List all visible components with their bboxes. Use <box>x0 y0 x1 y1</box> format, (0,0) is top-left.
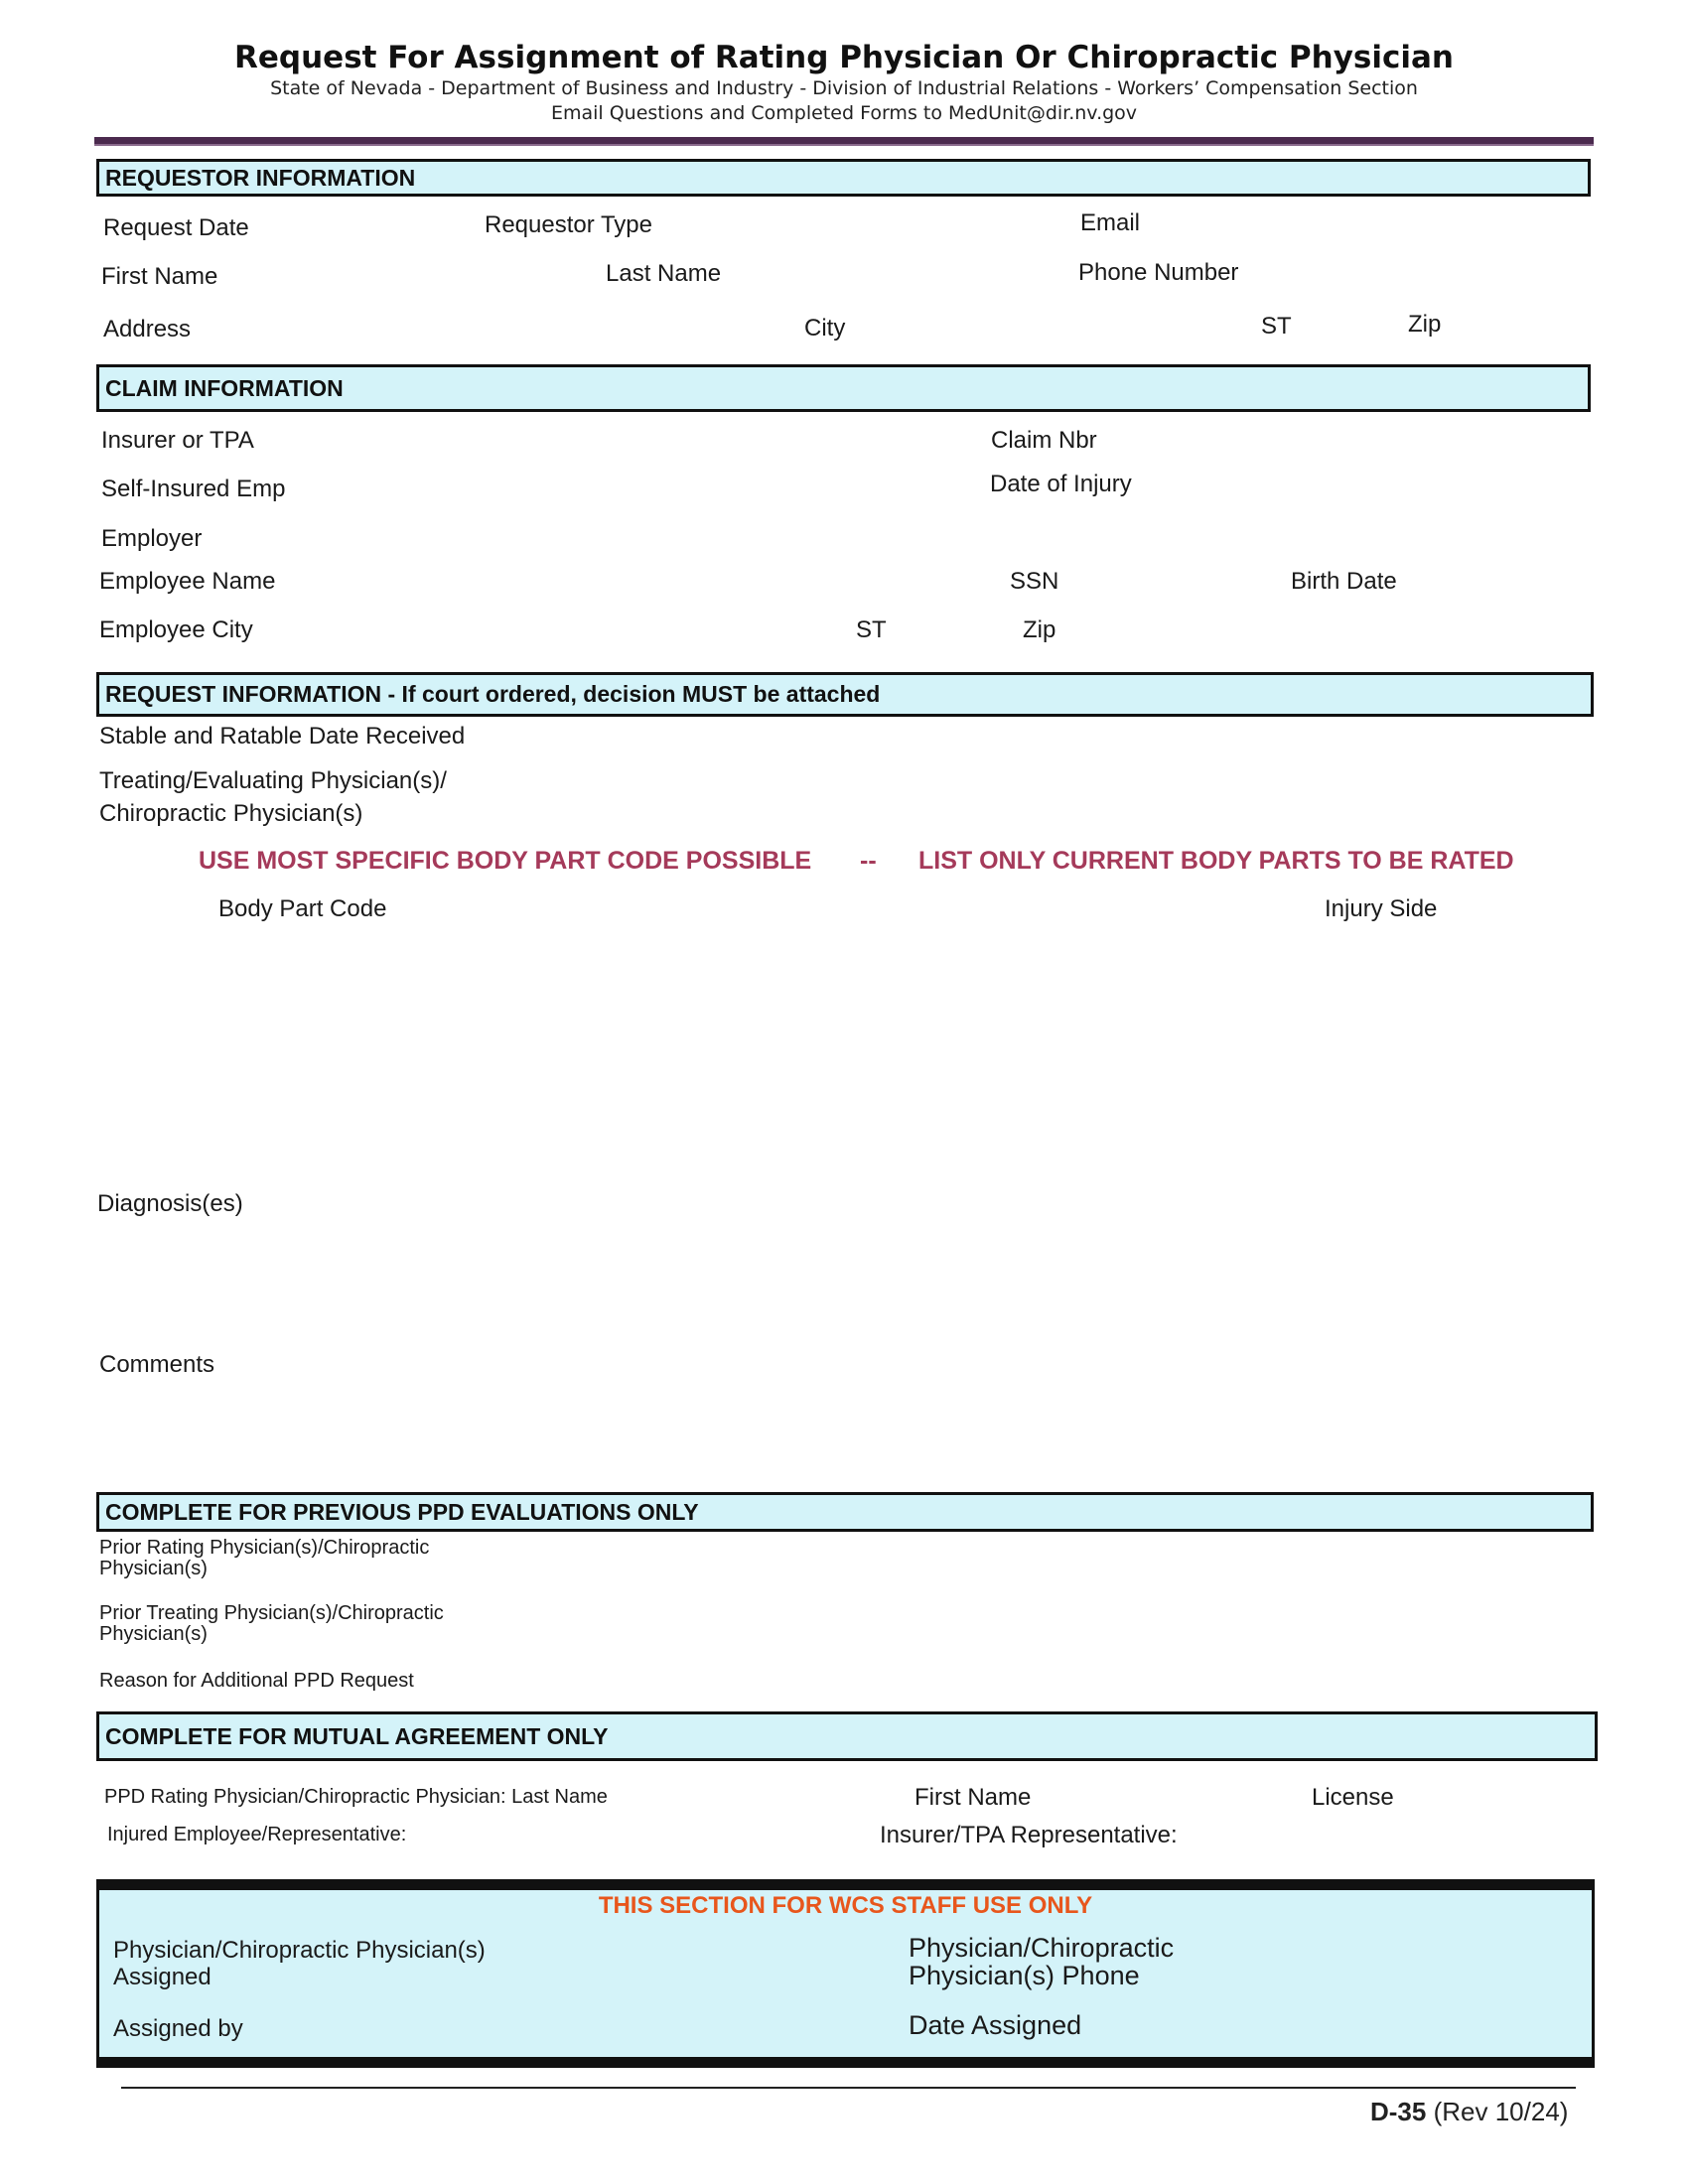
physician-phone-label-line2: Physician(s) Phone <box>909 1961 1140 1990</box>
staff-section-title: THIS SECTION FOR WCS STAFF USE ONLY <box>598 1892 1093 1919</box>
body-part-code-label: Body Part Code <box>218 895 387 922</box>
treating-physician-label-line2: Chiropractic Physician(s) <box>99 800 363 827</box>
request-date-label: Request Date <box>103 214 249 241</box>
section-header-previous-ppd: COMPLETE FOR PREVIOUS PPD EVALUATIONS ONLY <box>96 1492 1594 1532</box>
ppd-last-name-label: PPD Rating Physician/Chiropractic Physician: Last Name <box>104 1786 608 1808</box>
insurer-rep-label: Insurer/TPA Representative: <box>880 1822 1178 1848</box>
body-part-notice-separator: -- <box>860 847 877 875</box>
requestor-type-label: Requestor Type <box>485 211 652 238</box>
physician-assigned-label-line1: Physician/Chiropractic Physician(s) <box>113 1937 486 1964</box>
body-part-notice-right: LIST ONLY CURRENT BODY PARTS TO BE RATED <box>918 847 1514 875</box>
form-code: D-35 <box>1370 2097 1427 2126</box>
last-name-label: Last Name <box>606 260 722 287</box>
header-divider <box>94 137 1594 146</box>
section-header-request: REQUEST INFORMATION - If court ordered, decision MUST be attached <box>96 672 1594 717</box>
email-label: Email <box>1080 209 1141 236</box>
physician-assigned-label-line2: Assigned <box>113 1964 211 1990</box>
injury-side-label: Injury Side <box>1325 895 1438 922</box>
section-header-mutual: COMPLETE FOR MUTUAL AGREEMENT ONLY <box>96 1711 1598 1761</box>
zip-label: Zip <box>1408 311 1442 338</box>
employee-name-label: Employee Name <box>99 568 276 595</box>
body-part-notice-left: USE MOST SPECIFIC BODY PART CODE POSSIBLE <box>199 847 812 875</box>
comments-label: Comments <box>99 1351 215 1378</box>
date-of-injury-label: Date of Injury <box>990 471 1132 497</box>
insurer-label: Insurer or TPA <box>101 427 254 454</box>
state-label: ST <box>1261 313 1292 340</box>
prior-rating-label-line2: Physician(s) <box>99 1558 208 1579</box>
injured-employee-label: Injured Employee/Representative: <box>107 1824 407 1845</box>
section-header-requestor: REQUESTOR INFORMATION <box>96 159 1591 197</box>
form-revision <box>1370 2097 1568 2127</box>
self-insured-label: Self-Insured Emp <box>101 476 286 502</box>
license-label: License <box>1312 1784 1394 1811</box>
diagnoses-label: Diagnosis(es) <box>97 1190 243 1217</box>
form-title: Request For Assignment of Rating Physician Or Chiropractic Physician <box>234 40 1454 75</box>
footer-divider <box>121 2087 1576 2089</box>
revision-date: (Rev 10/24) <box>1433 2097 1569 2126</box>
treating-physician-label-line1: Treating/Evaluating Physician(s)/ <box>99 767 447 794</box>
prior-treating-label-line1: Prior Treating Physician(s)/Chiropractic <box>99 1602 444 1624</box>
physician-phone-label-line1: Physician/Chiropractic <box>909 1933 1175 1963</box>
assigned-by-label: Assigned by <box>113 2015 243 2042</box>
date-assigned-label: Date Assigned <box>909 2010 1082 2040</box>
prior-treating-label-line2: Physician(s) <box>99 1623 208 1645</box>
prior-rating-label-line1: Prior Rating Physician(s)/Chiropractic <box>99 1537 430 1559</box>
section-header-claim: CLAIM INFORMATION <box>96 364 1591 412</box>
birth-date-label: Birth Date <box>1291 568 1397 595</box>
employer-label: Employer <box>101 525 203 552</box>
stable-date-label: Stable and Ratable Date Received <box>99 723 466 750</box>
mutual-first-name-label: First Name <box>914 1784 1032 1811</box>
phone-number-label: Phone Number <box>1078 259 1239 286</box>
reason-label: Reason for Additional PPD Request <box>99 1670 414 1692</box>
claim-nbr-label: Claim Nbr <box>991 427 1097 454</box>
first-name-label: First Name <box>101 263 218 290</box>
employee-city-label: Employee City <box>99 616 253 643</box>
staff-use-section <box>96 1879 1595 2068</box>
form-subtitle-email: Email Questions and Completed Forms to MedUnit@dir.nv.gov <box>550 102 1138 124</box>
address-label: Address <box>103 316 192 342</box>
employee-state-label: ST <box>856 616 887 643</box>
ssn-label: SSN <box>1010 568 1059 595</box>
form-subtitle-agency: State of Nevada - Department of Business and Industry - Division of Industrial Relations - Workers’ Compensation Section <box>270 77 1418 99</box>
city-label: City <box>804 315 846 341</box>
employee-zip-label: Zip <box>1023 616 1056 643</box>
